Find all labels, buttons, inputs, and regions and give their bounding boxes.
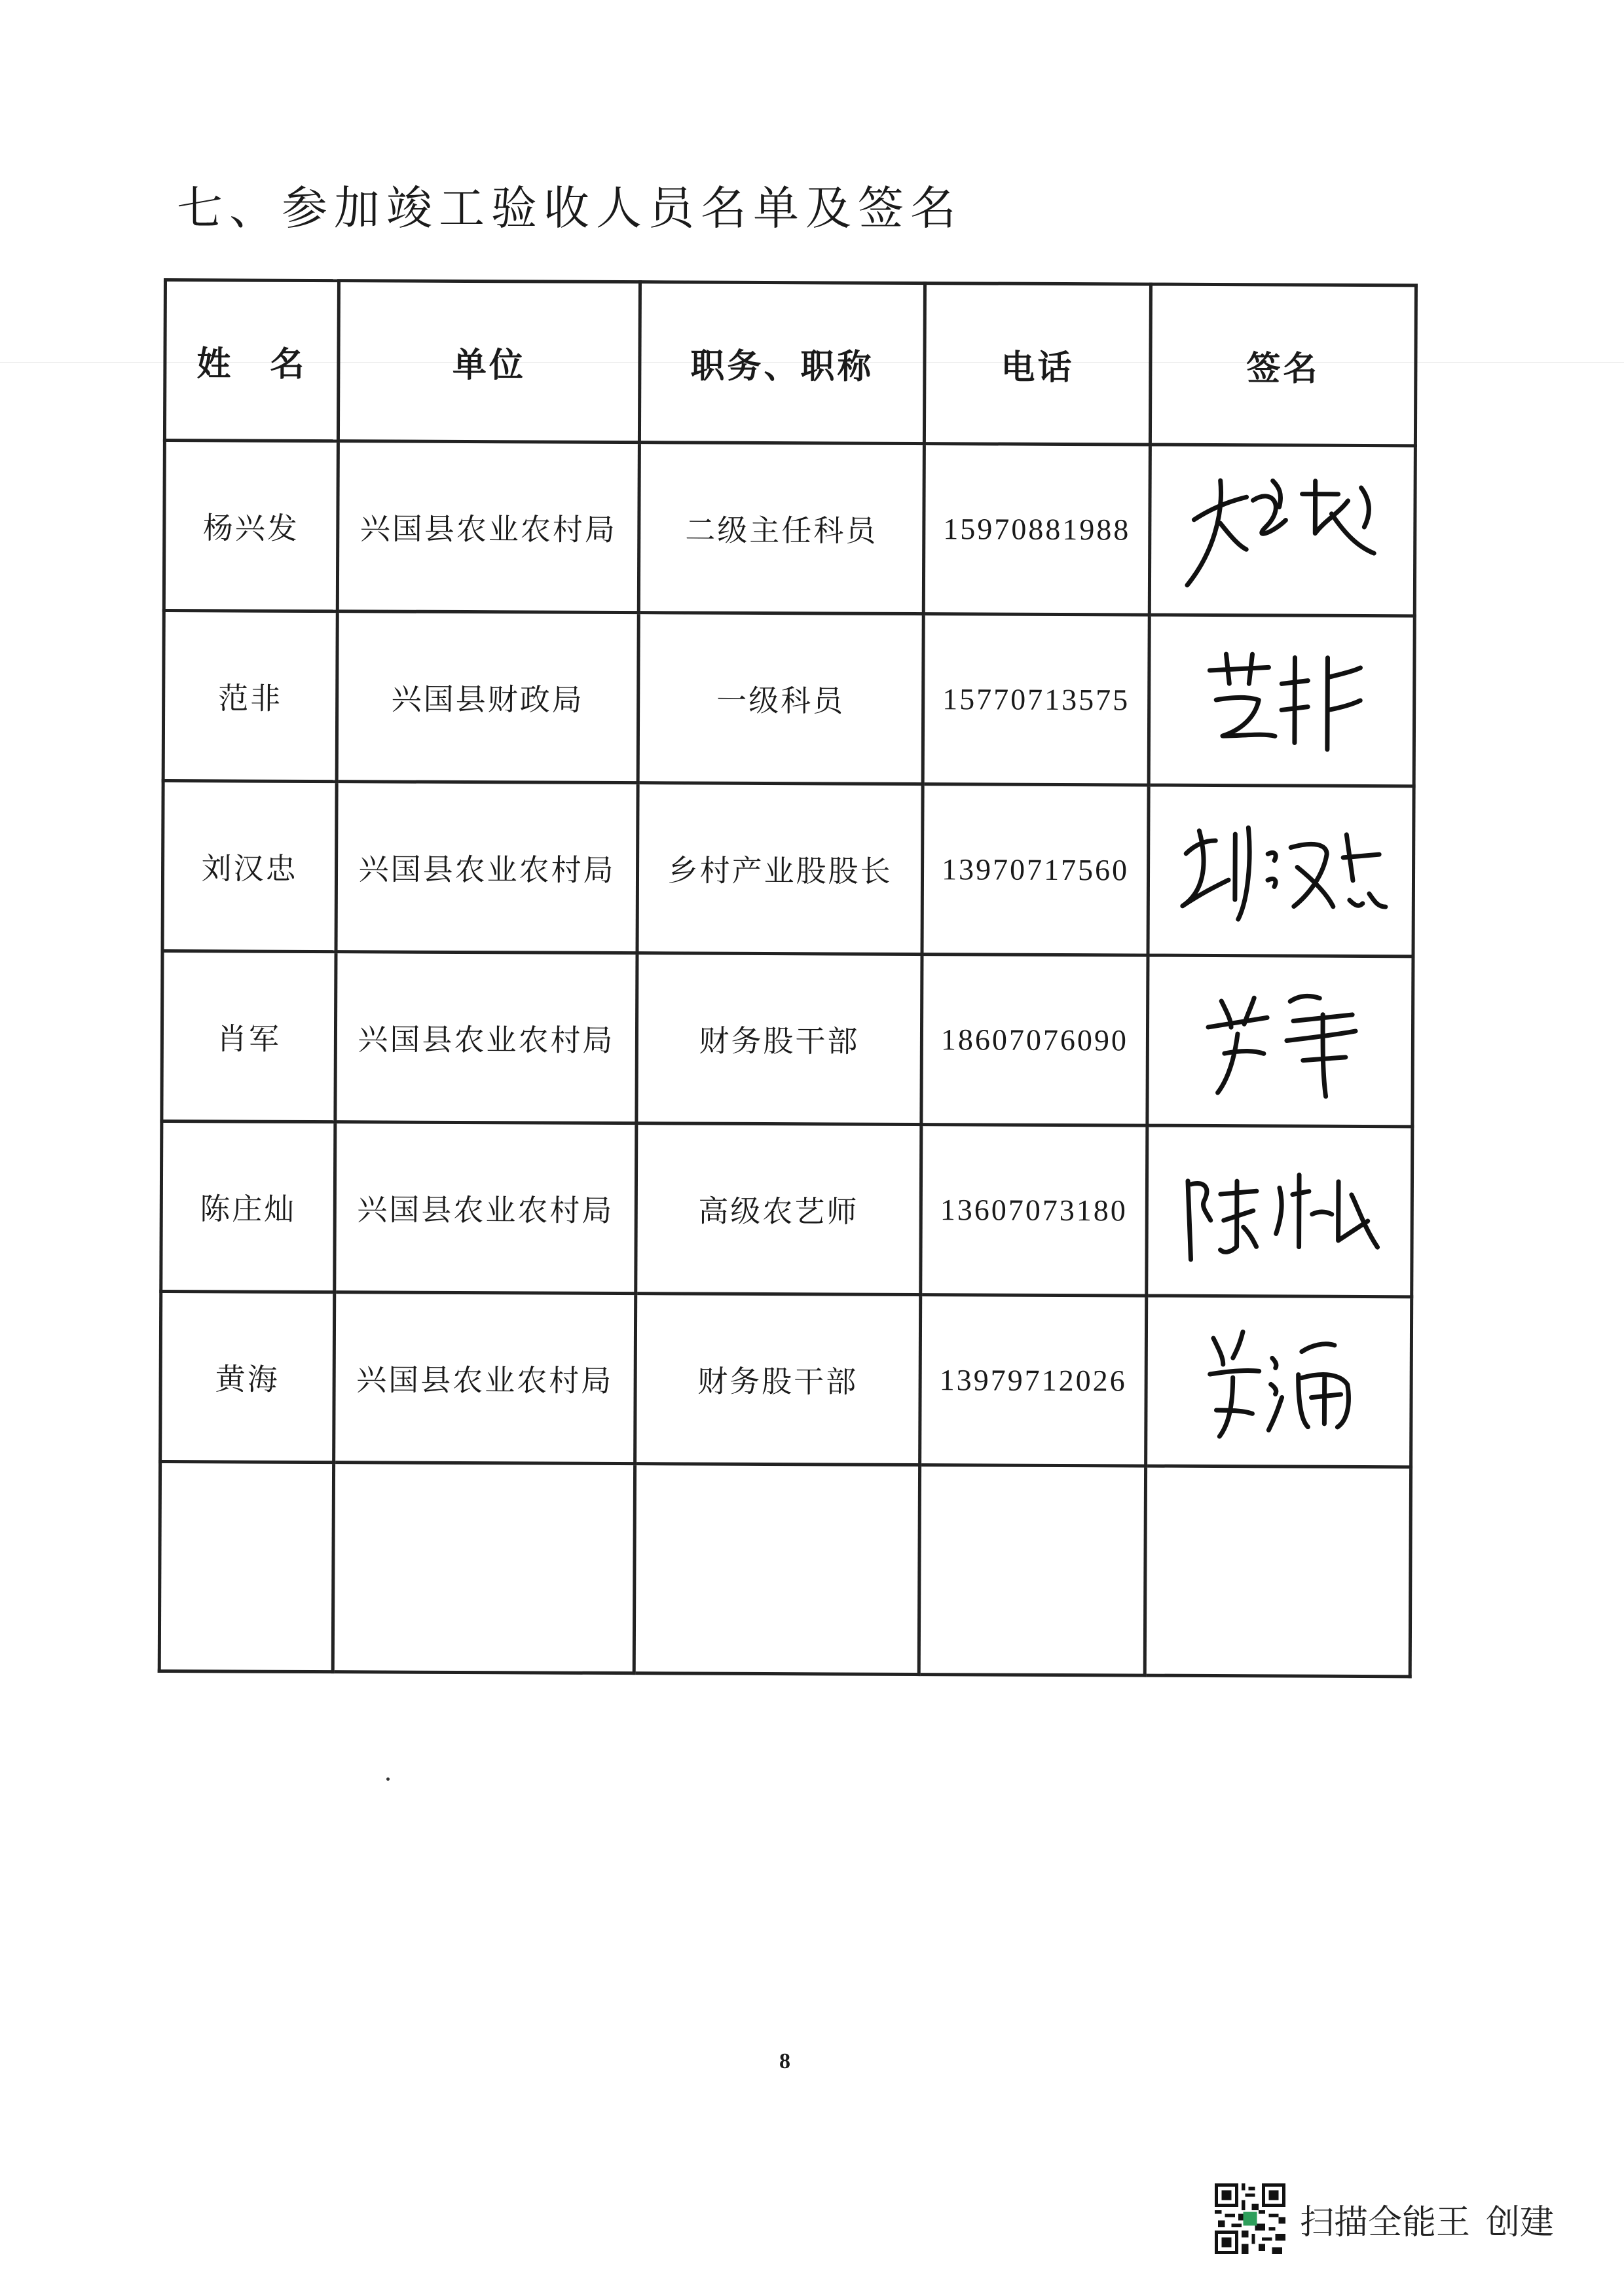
cell-name: 杨兴发 [164,441,338,611]
page-number: 8 [779,2049,790,2073]
cell-phone: 18607076090 [921,955,1148,1126]
cell-unit [333,1463,635,1673]
cell-phone: 15770713575 [923,614,1149,786]
cell-title: 财务股干部 [637,953,922,1125]
scan-speck [386,1777,390,1781]
cell-phone: 13607073180 [921,1125,1147,1296]
cell-signature-empty [1145,1466,1411,1677]
table-row [164,441,1415,616]
cell-phone: 13970717560 [922,784,1149,956]
handwritten-signature [1147,1125,1412,1297]
cell-name [159,1461,333,1671]
table-header-row [164,280,1416,446]
cell-unit: 兴国县农业农村局 [335,1122,637,1294]
table-row [160,1291,1412,1467]
header-unit: 单位 [338,281,640,443]
cell-unit: 兴国县农业农村局 [336,782,638,953]
cell-title: 财务股干部 [635,1294,921,1465]
cell-unit: 兴国县农业农村局 [335,952,637,1123]
header-signature: 签名 [1150,284,1416,446]
table-row [163,611,1414,786]
table-row [162,951,1413,1127]
table-row [159,1461,1411,1676]
cell-name: 陈庄灿 [161,1121,335,1292]
cell-title: 高级农艺师 [636,1123,921,1295]
cell-name: 黄海 [160,1291,335,1462]
footer-action: 创建 [1486,2202,1555,2242]
header-phone: 电话 [924,283,1151,445]
cell-title: 一级科员 [638,613,923,784]
handwritten-signature [1149,615,1414,786]
table-row [162,781,1414,957]
footer-app-name: 扫描全能王 [1300,2202,1471,2242]
cell-unit: 兴国县农业农村局 [334,1292,636,1464]
cell-phone: 15970881988 [923,444,1150,615]
cell-phone: 13979712026 [920,1295,1147,1467]
cell-name: 肖军 [162,951,336,1122]
cell-title [634,1464,919,1675]
cell-unit: 兴国县财政局 [337,611,638,783]
cell-name: 刘汉忠 [162,781,337,952]
section-title: 七、参加竣工验收人员名单及签名 [177,181,963,235]
cell-title: 二级主任科员 [638,443,924,614]
cell-name: 范非 [163,611,337,782]
qr-code-icon [1215,2183,1285,2254]
handwritten-signature [1146,1296,1412,1467]
cell-unit: 兴国县农业农村局 [337,441,639,613]
attendee-table [158,278,1418,1678]
table-row [161,1121,1412,1296]
header-title: 职务、职称 [639,282,925,444]
header-name: 姓 名 [164,280,339,441]
cell-phone [919,1465,1145,1676]
handwritten-signature [1147,955,1413,1127]
handwritten-signature [1149,445,1415,616]
handwritten-signature [1148,785,1414,957]
cell-title: 乡村产业股股长 [637,783,923,955]
scanner-watermark [1215,2183,1554,2254]
